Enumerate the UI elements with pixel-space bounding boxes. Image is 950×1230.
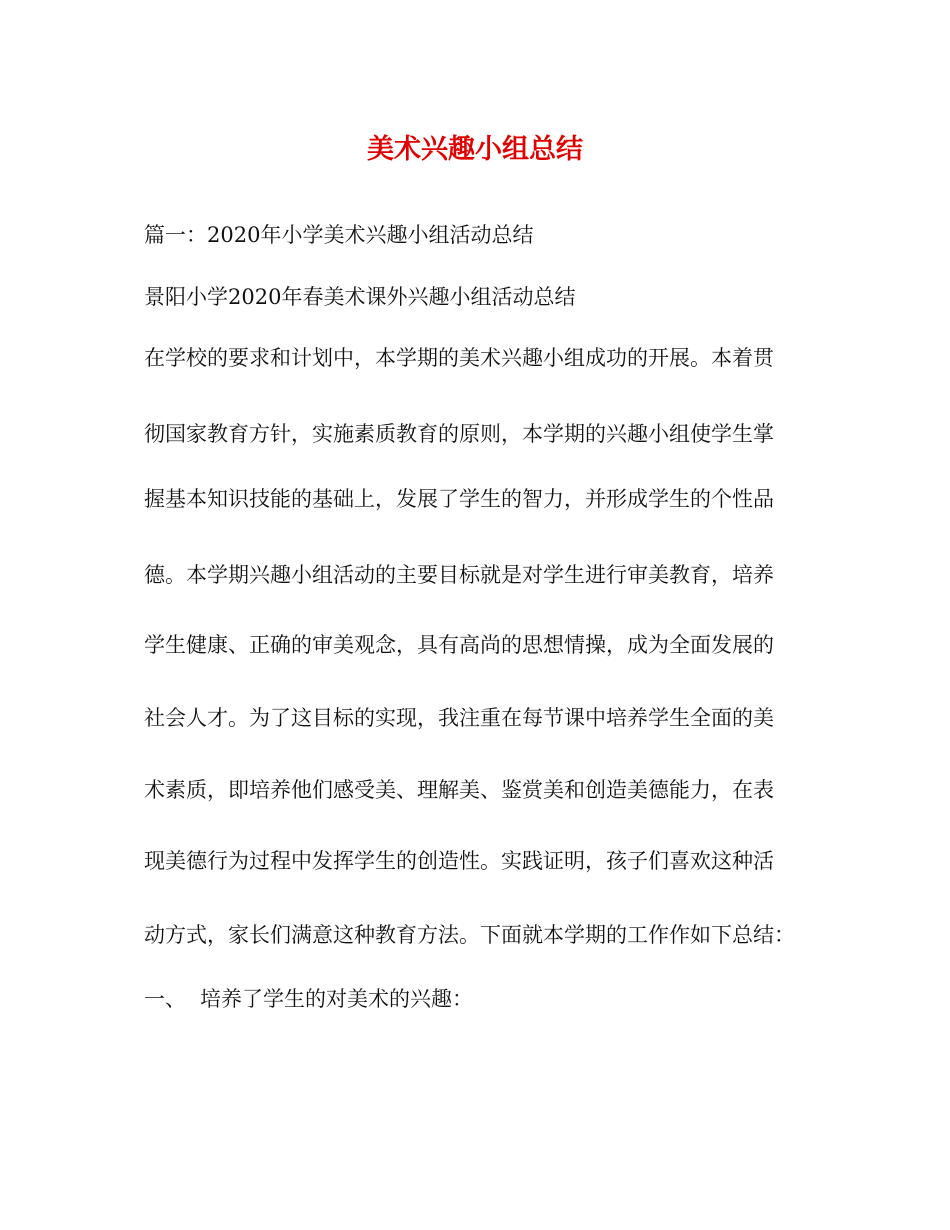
document-title: 美术兴趣小组总结 bbox=[367, 134, 583, 165]
section-heading-text: 培养了学生的对美术的兴趣： bbox=[200, 987, 473, 1011]
section-number: 一、 bbox=[144, 987, 186, 1011]
body-line-6: 社会人才。为了这目标的实现，我注重在每节课中培养学生全面的美 bbox=[144, 706, 774, 730]
body-line-3: 握基本知识技能的基础上，发展了学生的智力，并形成学生的个性品 bbox=[144, 487, 774, 511]
body-line-7: 术素质，即培养他们感受美、理解美、鉴赏美和创造美德能力，在表 bbox=[144, 778, 774, 802]
body-line-1: 在学校的要求和计划中，本学期的美术兴趣小组成功的开展。本着贯 bbox=[144, 346, 774, 370]
body-line-2: 彻国家教育方针，实施素质教育的原则，本学期的兴趣小组使学生掌 bbox=[144, 422, 774, 446]
subtitle-line-1: 篇一：2020年小学美术兴趣小组活动总结 bbox=[144, 223, 534, 247]
body-line-8: 现美德行为过程中发挥学生的创造性。实践证明，孩子们喜欢这种活 bbox=[144, 849, 774, 873]
subtitle-line-2: 景阳小学2020年春美术课外兴趣小组活动总结 bbox=[144, 285, 576, 309]
body-line-5: 学生健康、正确的审美观念，具有高尚的思想情操，成为全面发展的 bbox=[144, 633, 774, 657]
section-heading bbox=[144, 984, 473, 1014]
body-line-9: 动方式，家长们满意这种教育方法。下面就本学期的工作作如下总结： bbox=[144, 923, 795, 947]
body-line-4: 德。本学期兴趣小组活动的主要目标就是对学生进行审美教育，培养 bbox=[144, 563, 774, 587]
